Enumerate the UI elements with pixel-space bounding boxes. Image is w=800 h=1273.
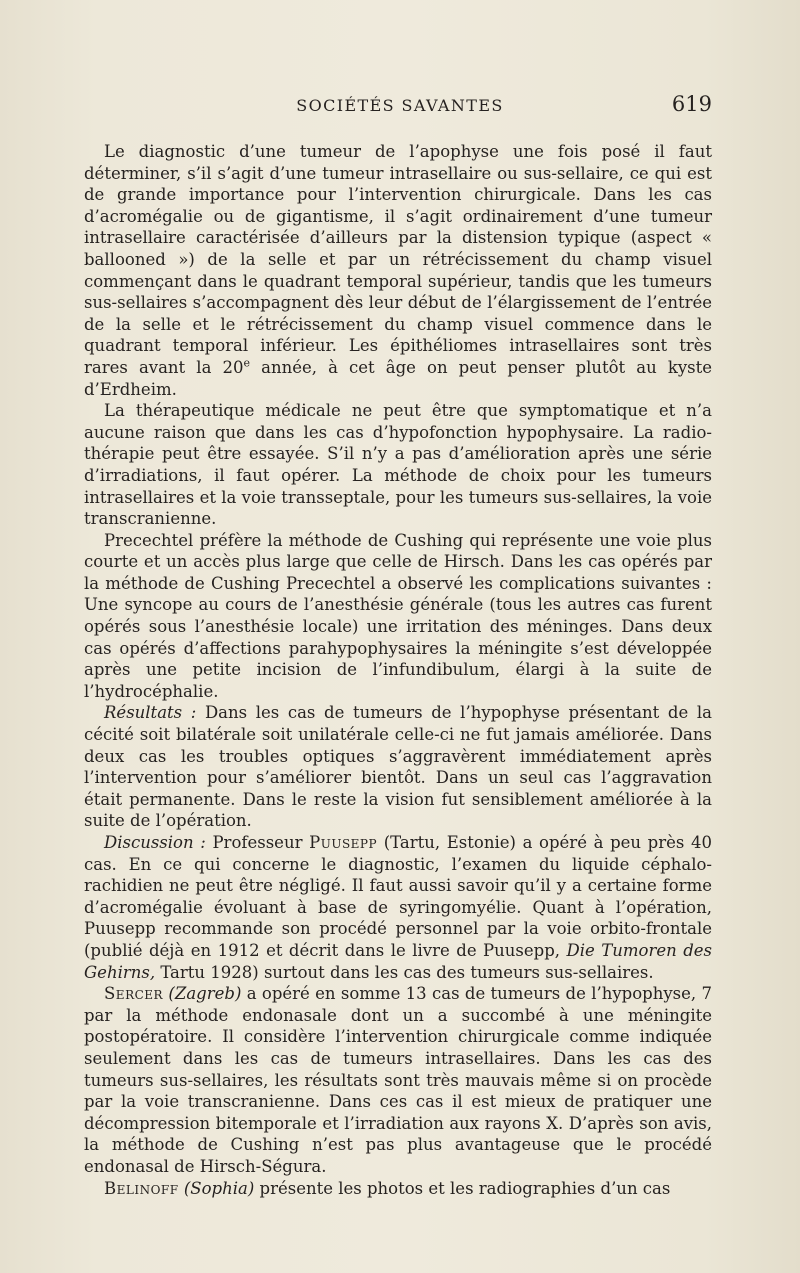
paragraph-sercer — [84, 983, 712, 1177]
page-header — [0, 92, 800, 122]
body-text — [84, 141, 712, 1199]
paragraph-text: année, à cet âge on peut penser plutôt au kyste d’Erdheim. — [84, 357, 713, 399]
running-title: SOCIÉTÉS SAVANTES — [296, 96, 504, 115]
paragraph-resultats — [84, 702, 712, 832]
author-name: Sercer — [104, 984, 164, 1004]
paragraph-text: présente les photos et les radiographies d’un cas — [259, 1178, 671, 1198]
author-place: (Sophia) — [183, 1178, 255, 1198]
paragraph-belinoff — [84, 1178, 712, 1200]
author-name: Belinoff — [104, 1178, 179, 1198]
paragraph-precechtel: Precechtel préfère la méthode de Cushing qui représente une voie plus courte et un accès plus large que celle de Hirsch. Dans les cas opérés par la méthode de Cushing Precechtel a observé les complications suivantes : Une syncope au cours de l’anesthésie générale (tous les autres cas furent opérés sous l’anesthésie locale) une irritation des méninges. Dans deux cas opérés d’affections parahypophysaires la méningite s’est développée après une petite incision de l’infundibulum, élargi à la suite de l’hydrocéphalie. — [84, 530, 712, 701]
paragraph-text: a opéré en somme 13 cas de tumeurs de l’hypophyse, 7 par la méthode endonasale dont un a succombé à une méningite postopératoire. Il considère l’intervention chirurgicale comme indiquée seulement dans les cas de tumeurs intrasellaires. Dans les cas des tumeurs sus-sellaires, les résultats sont très mauvais même si on procède par la voie transcranienne. Dans ces cas il est mieux de pratiquer une décompression bitemporale et l’irradiation aux rayons X. D’après son avis, la méthode de Cushing n’est pas plus avantageuse que le procédé endonasal de Hirsch-Ségura. — [84, 984, 712, 1176]
author-name: Puusepp — [309, 833, 378, 852]
section-lead: Résultats : — [104, 703, 197, 723]
paragraph-text: Le diagnostic d’une tumeur de l’apophyse une fois posé il faut déterminer, s’il s’agit d’une tumeur intrasellaire ou sus-sellaire, ce qui est de grande importance pour l’intervention chirurgicale. Dans les cas d’acromégalie ou de gigantisme, il s’agit ordinairement d’une tumeur intrasellaire caractérisée d’ailleurs par la distension typique (aspect « ballooned ») de la selle et par un rétrécissement du champ visuel commençant dans le quadrant temporal supérieur, tandis que les tumeurs sus-sellaires s’accompagnent dès leur début de l’élargissement de l’entrée de la selle et le rétrécissement du champ visuel commence dans le quadrant temporal inférieur. Les épithéliomes intrasellaires sont très rares avant la — [84, 142, 712, 377]
age-number: 20 — [222, 357, 244, 377]
paragraph-text: Tartu 1928) surtout dans les cas des tumeurs sus-sellaires. — [160, 962, 654, 982]
paragraph-text: Dans les cas de tumeurs de l’hypophyse présentant de la cécité soit bilatérale soit unilatérale celle-ci ne fut jamais améliorée. Dans deux cas les troubles optiques s’aggravèrent immédiatement après l’intervention pour s’améliorer bientôt. Dans un seul cas l’aggravation était permanente. Dans le reste la vision fut sensiblement améliorée à la suite de l’opération. — [84, 703, 712, 831]
author-place: (Zagreb) — [168, 984, 242, 1004]
paragraph-text: (Tartu, Estonie) a opéré à peu près 40 cas. En ce qui concerne le diagnostic, l’examen du liquide céphalo-rachidien ne peut être négligé. Il faut aussi savoir qu’il y a certaine forme d’acromégalie évoluant à base de syringomyélie. Quant à l’opération, Puusepp recommande son procédé personnel par la voie orbito-frontale (publié déjà en 1912 et décrit dans le livre de Puusepp, — [84, 833, 712, 960]
section-lead: Discussion : — [104, 833, 206, 852]
book-title: Die Tumoren des Gehirns, — [84, 940, 713, 982]
paragraph-text: Professeur — [212, 833, 303, 852]
ordinal-suffix: e — [243, 356, 251, 370]
paragraph-discussion — [84, 832, 712, 983]
page-number: 619 — [671, 92, 712, 116]
paragraph-diagnostic — [84, 141, 712, 400]
paragraph-therapeutique: La thérapeutique médicale ne peut être que symptomatique et n’a aucune raison que dans les cas d’hypofonction hypophysaire. La radio-thérapie peut être essayée. S’il n’y a pas d’amélioration après une série d’irradiations, il faut opérer. La méthode de choix pour les tumeurs intrasellaires et la voie transseptale, pour les tumeurs sus-sellaires, la voie transcranienne. — [84, 401, 712, 529]
